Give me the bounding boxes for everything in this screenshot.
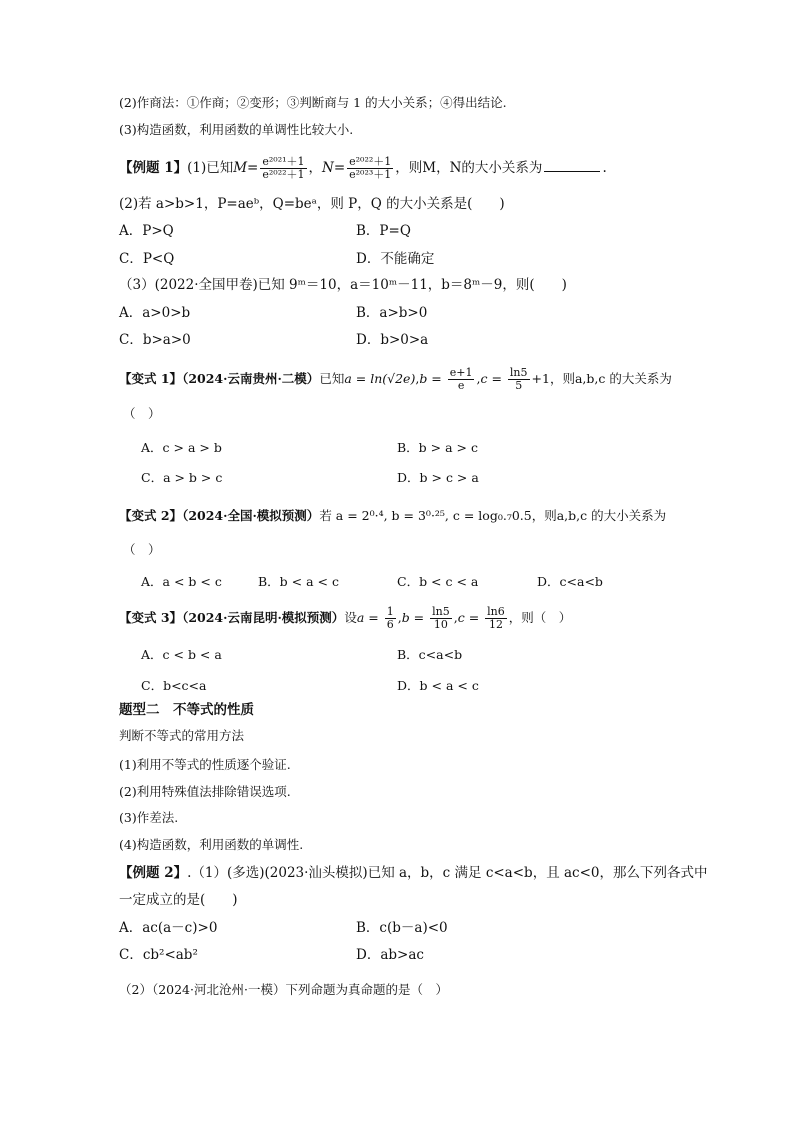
method-quotient: (2)作商法：①作商；②变形；③判断商与 1 的大小关系；④得出结论.	[119, 95, 507, 110]
option: C．b < c < a	[397, 574, 479, 589]
variant2-tag: 【变式 2】	[119, 508, 183, 523]
example1-post: ，则M，N的大小关系为	[395, 160, 543, 176]
variant1-source: （2024·云南贵州·二模）	[182, 371, 320, 386]
option: A．ac(a－c)>0	[119, 920, 218, 936]
method-item: (3)作差法.	[119, 810, 179, 825]
option: D．ab>ac	[356, 947, 424, 963]
option: D．不能确定	[356, 251, 435, 267]
fraction-c: $\frac{\ln 6}{12}$	[487, 605, 505, 631]
answer-blank	[544, 159, 600, 172]
variant2-stem: 【变式 2】（2024·全国·模拟预测）若 a = 2⁰·⁴, b = 3⁰·²⁵, c = log₀.₇0.5，则a,b,c 的大小关系为	[119, 508, 667, 523]
option: B．b < a < c	[258, 574, 339, 589]
variant2-source: （2024·全国·模拟预测）	[182, 508, 320, 523]
method-item: (1)利用不等式的性质逐个验证.	[119, 757, 291, 772]
option: D．b < a < c	[397, 678, 479, 693]
option: A．c < b < a	[141, 647, 222, 662]
option: A．a>0>b	[119, 305, 191, 321]
method-item: (4)构造函数，利用函数的单调性.	[119, 837, 304, 852]
option: B．P=Q	[356, 223, 411, 239]
variant3-tag: 【变式 3】	[119, 610, 183, 625]
example1-pre: (1)已知	[187, 160, 234, 176]
option: C．a > b > c	[141, 470, 223, 485]
option: D．b>0>a	[356, 332, 429, 348]
option: A．P>Q	[119, 223, 174, 239]
fraction-b: $\frac{\ln 5}{10}$	[432, 605, 450, 631]
topic2-subheading: 判断不等式的常用方法	[119, 728, 245, 743]
answer-paren: （ ）	[123, 406, 161, 421]
method-item: (2)利用特殊值法排除错误选项.	[119, 784, 291, 799]
option: A．c > a > b	[141, 440, 222, 455]
variant1-tag: 【变式 1】	[119, 371, 183, 386]
option: B．a>b>0	[356, 305, 428, 321]
option: B．c<a<b	[397, 647, 463, 662]
fraction-b: $\frac{e+1}{e}$	[449, 366, 473, 392]
example1-part1: 【例题 1】(1)已知M= $\frac{\text{e²⁰²¹＋1}}{\text{e²⁰²²＋1}}$ ，N= $\frac{\text{e²⁰²²＋1}}{\text{e²⁰²³＋1}}$ ，则M，N的大小关系为 .	[119, 155, 607, 181]
example2-part2: （2）（2024·河北沧州·一模）下列命题为真命题的是（ ）	[119, 982, 448, 997]
option: D．b > c > a	[397, 470, 479, 485]
option: A．a < b < c	[141, 574, 222, 589]
answer-paren: （ ）	[123, 542, 161, 557]
option: B．c(b－a)<0	[356, 920, 448, 936]
example1-part3: （3）(2022·全国甲卷)已知 9ᵐ＝10，a＝10ᵐ－11，b＝8ᵐ－9，则( )	[119, 277, 567, 293]
option: C．b>a>0	[119, 332, 191, 348]
option: C．b<c<a	[141, 678, 207, 693]
topic2-heading: 题型二 不等式的性质	[119, 702, 254, 718]
example2-tag: 【例题 2】	[119, 865, 188, 881]
example1-tag: 【例题 1】	[119, 160, 188, 176]
variant1-stem: 【变式 1】（2024·云南贵州·二模）已知a = ln(√2e),b = $\frac{e+1}{e}$ ,c = $\frac{\ln 5}{5}$ +1，则a,b,c 的大关系为	[119, 366, 672, 392]
example1-part2: (2)若 a>b>1，P=aeᵇ，Q=beᵃ，则 P，Q 的大小关系是( )	[119, 196, 505, 212]
option: D．c<a<b	[537, 574, 603, 589]
fraction-a: $\frac{1}{6}$	[386, 605, 394, 631]
option: B．b > a > c	[397, 440, 478, 455]
variant3-source: （2024·云南昆明·模拟预测）	[182, 610, 345, 625]
fraction-c: $\frac{\ln 5}{5}$	[509, 366, 528, 392]
example2-stem: 【例题 2】.（1）(多选)(2023·汕头模拟)已知 a，b，c 满足 c<a<b，且 ac<0，那么下列各式中	[119, 865, 708, 881]
example2-stem-cont: 一定成立的是( )	[119, 892, 238, 908]
option: C．P<Q	[119, 251, 175, 267]
fraction-M: $\frac{\text{e²⁰²¹＋1}}{\text{e²⁰²²＋1}}$	[262, 155, 305, 181]
method-function: (3)构造函数，利用函数的单调性比较大小.	[119, 122, 354, 137]
fraction-N: $\frac{\text{e²⁰²²＋1}}{\text{e²⁰²³＋1}}$	[349, 155, 392, 181]
option: C．cb²<ab²	[119, 947, 198, 963]
variant3-stem: 【变式 3】（2024·云南昆明·模拟预测）设a = $\frac{1}{6}$ ,b = $\frac{\ln 5}{10}$ ,c = $\frac{\ln 6}{12}$ ，则（ ）	[119, 605, 572, 631]
